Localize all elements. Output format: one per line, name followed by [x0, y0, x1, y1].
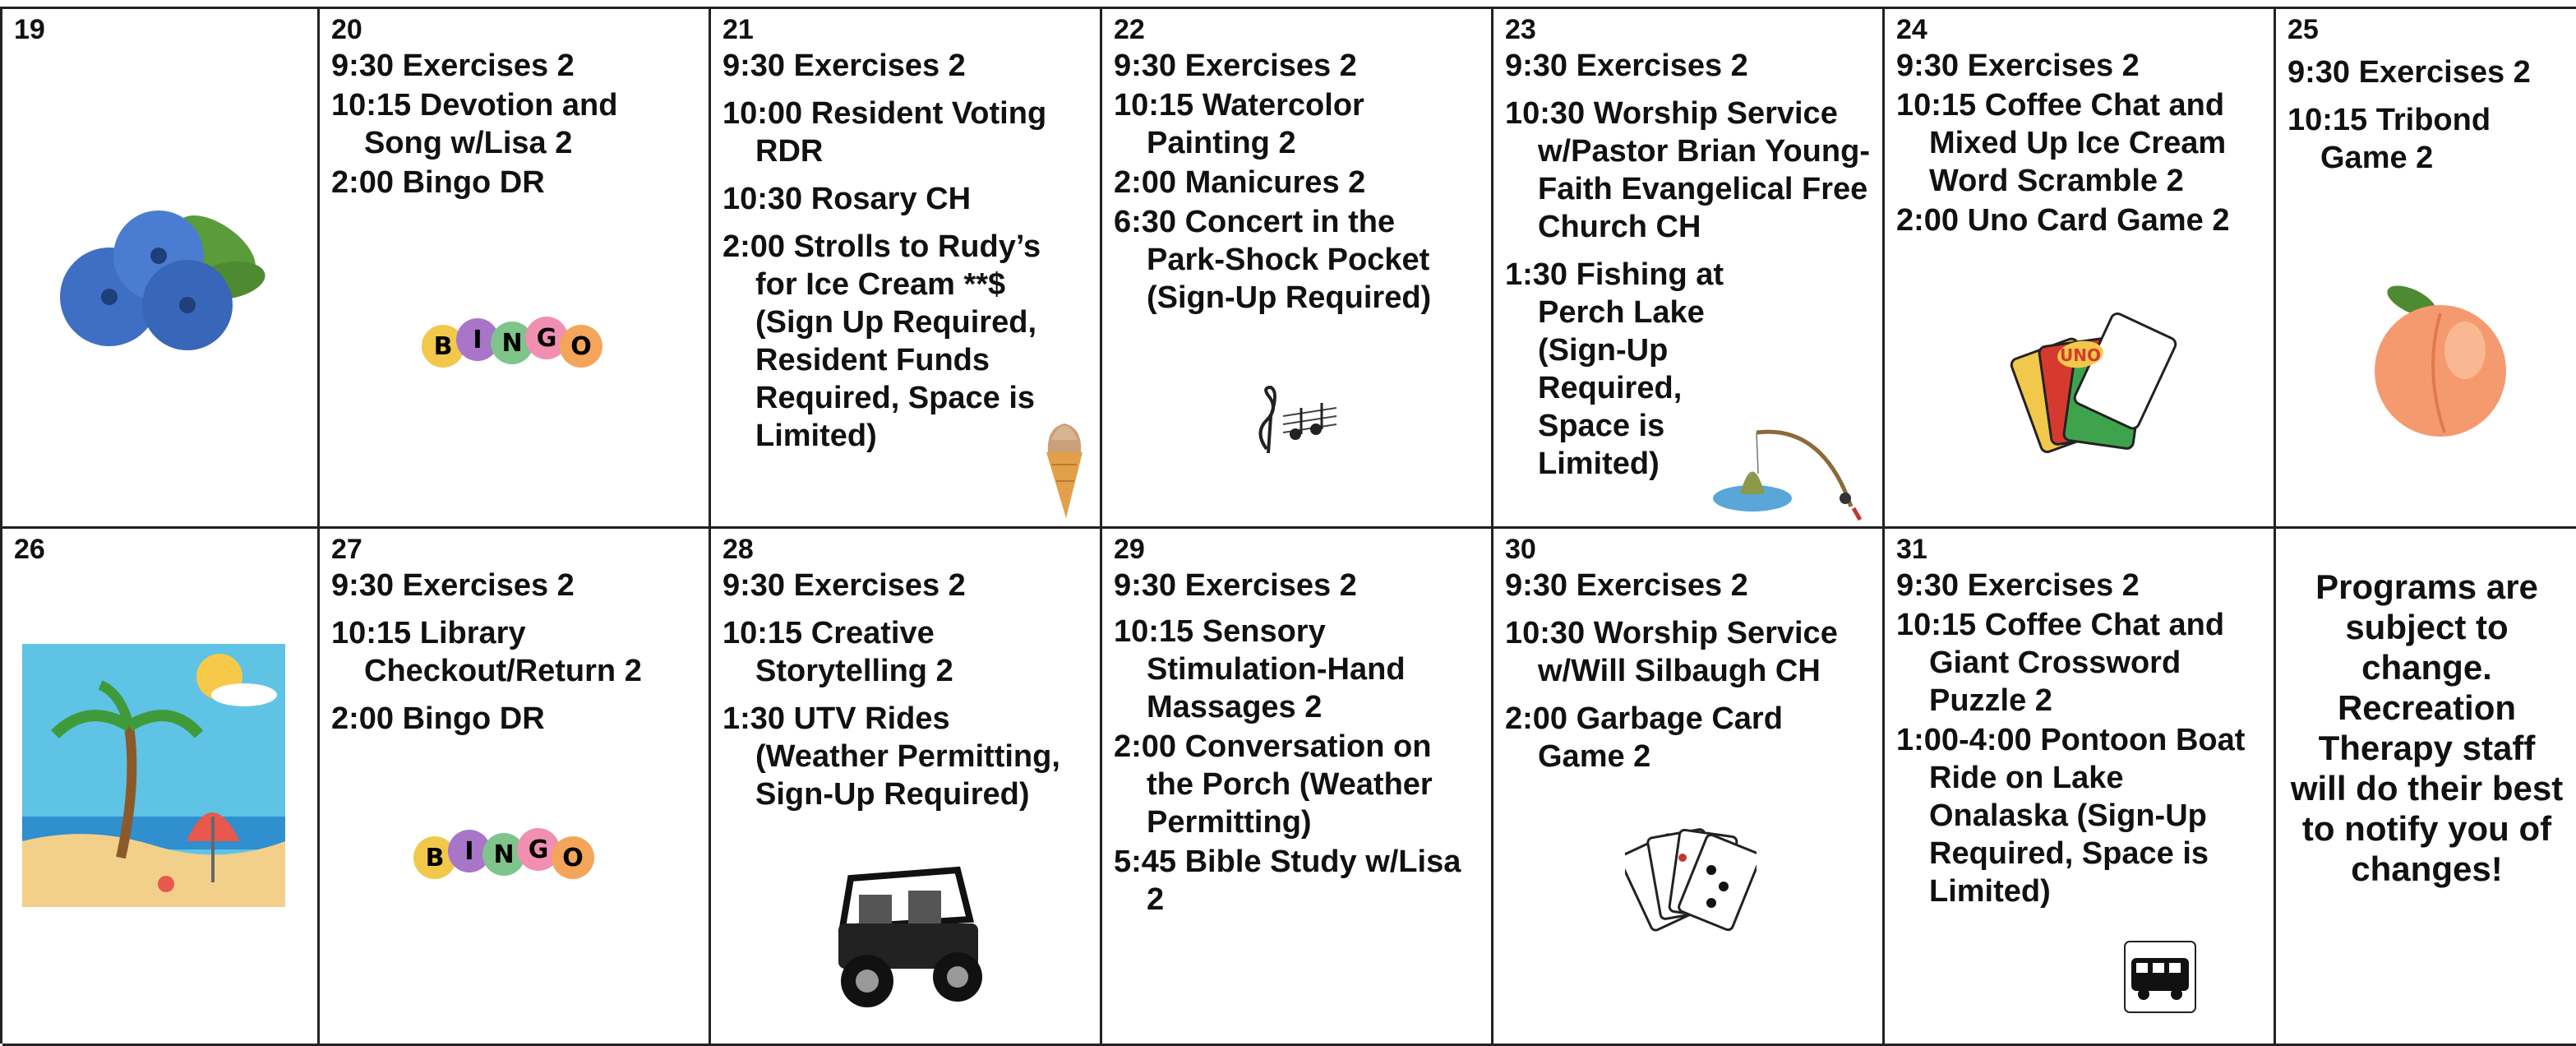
day-cell-23 — [1493, 9, 1885, 529]
event-item: 2:00 Uno Card Game 2 — [1896, 203, 2230, 238]
playing-cards-icon — [1625, 821, 1757, 944]
day-number: 24 — [1896, 14, 1927, 45]
event-item: 10:15 Sensory Stimulation-Hand Massages 2 — [1114, 614, 1406, 724]
bingo-letter: I — [464, 837, 474, 866]
day-cell-27 — [320, 529, 711, 1046]
day-number: 19 — [14, 14, 45, 45]
event-item: 10:15 Tribond Game 2 — [2287, 103, 2491, 175]
bingo-balls-icon — [418, 313, 607, 371]
calendar-grid — [0, 7, 2576, 1044]
day-number: 22 — [1114, 14, 1145, 45]
day-number: 21 — [722, 14, 754, 45]
event-item: 9:30 Exercises 2 — [1505, 568, 1748, 603]
bingo-letter: N — [493, 840, 515, 869]
event-item: 1:00-4:00 Pontoon Boat Ride on Lake Onalaska (Sign-Up Required, Space is Limited) — [1896, 723, 2246, 909]
day-number: 25 — [2287, 14, 2319, 45]
event-item: 10:15 Library Checkout/Return 2 — [331, 616, 642, 688]
bingo-letter: G — [528, 835, 549, 864]
event-item: 10:15 Creative Storytelling 2 — [722, 616, 953, 688]
event-item: 9:30 Exercises 2 — [1114, 49, 1357, 83]
day-cell-20 — [320, 9, 711, 529]
day-number: 23 — [1505, 14, 1536, 45]
day-number: 27 — [331, 534, 362, 565]
uno-logo-text: UNO — [2060, 345, 2101, 365]
day-cell-26 — [2, 529, 320, 1046]
event-item: 9:30 Exercises 2 — [722, 49, 966, 83]
day-cell-31 — [1885, 529, 2276, 1046]
utv-icon — [826, 845, 990, 1018]
day-cell-22 — [1102, 9, 1493, 529]
ice-cream-cone-icon — [1040, 407, 1089, 522]
event-item: 2:00 Bingo DR — [331, 165, 545, 200]
day-number: 26 — [14, 534, 45, 565]
bingo-letter: N — [501, 329, 523, 358]
day-number: 28 — [722, 534, 754, 565]
event-item: 2:00 Garbage Card Game 2 — [1505, 701, 1783, 774]
event-item: 9:30 Exercises 2 — [2287, 55, 2531, 90]
event-item: 10:00 Resident Voting RDR — [722, 96, 1047, 169]
event-item: 10:30 Worship Service w/Pastor Brian Young-Faith Evangelical Free Church CH — [1505, 96, 1870, 244]
schedule-change-notice: Programs are subject to change. Recreation Therapy staff will do their best to notify you of changes! — [2290, 567, 2564, 888]
peach-icon — [2366, 276, 2514, 441]
music-notes-icon — [1250, 383, 1341, 457]
day-number: 29 — [1114, 534, 1145, 565]
event-item: 2:00 Conversation on the Porch (Weather Permitting) — [1114, 729, 1433, 840]
event-item: 2:00 Manicures 2 — [1114, 165, 1366, 200]
day-cell-21 — [711, 9, 1102, 529]
event-item: 1:30 Fishing at Perch Lake (Sign-Up Required, Space is Limited) — [1505, 257, 1724, 481]
notice-cell — [2276, 529, 2576, 1046]
event-item: 9:30 Exercises 2 — [1505, 49, 1748, 83]
event-item: 10:15 Watercolor Painting 2 — [1114, 88, 1364, 160]
event-item: 10:30 Worship Service w/Will Silbaugh CH — [1505, 616, 1838, 688]
event-item: 9:30 Exercises 2 — [1896, 568, 2140, 603]
day-cell-29 — [1102, 529, 1493, 1046]
bingo-letter: B — [425, 844, 445, 872]
day-number: 20 — [331, 14, 362, 45]
bingo-letter: O — [562, 844, 584, 872]
fishing-rod-icon — [1707, 416, 1872, 523]
day-number: 31 — [1896, 534, 1927, 565]
event-item: 9:30 Exercises 2 — [1896, 49, 2140, 83]
bus-icon — [2123, 940, 2197, 1014]
event-item: 10:15 Coffee Chat and Mixed Up Ice Cream Word Scramble 2 — [1896, 88, 2227, 198]
day-cell-25 — [2276, 9, 2576, 529]
bingo-letter: B — [433, 332, 453, 361]
event-item: 1:30 UTV Rides (Weather Permitting, Sign-Up Required) — [722, 701, 1060, 812]
event-item: 9:30 Exercises 2 — [722, 568, 966, 603]
bingo-letter: G — [536, 324, 557, 353]
day-cell-24 — [1885, 9, 2276, 529]
event-item: 9:30 Exercises 2 — [331, 49, 575, 83]
uno-cards-icon — [2008, 305, 2181, 461]
day-cell-19 — [2, 9, 320, 529]
beach-scene-icon — [22, 644, 285, 907]
uno-card-number: 4 — [2093, 380, 2117, 420]
event-item: 9:30 Exercises 2 — [331, 568, 575, 603]
event-item: 2:00 Strolls to Rudy’s for Ice Cream **$ (Sign Up Required, Resident Funds Required, Space is Limited) — [722, 229, 1041, 453]
event-item: 10:15 Coffee Chat and Giant Crossword Puzzle 2 — [1896, 608, 2225, 718]
blueberries-icon — [52, 190, 274, 354]
event-item: 6:30 Concert in the Park-Shock Pocket (Sign-Up Required) — [1114, 205, 1432, 315]
day-cell-28 — [711, 529, 1102, 1046]
event-item: 2:00 Bingo DR — [331, 701, 545, 736]
event-item: 10:15 Devotion and Song w/Lisa 2 — [331, 88, 618, 160]
bingo-balls-icon — [410, 825, 599, 882]
bingo-letter: O — [570, 332, 592, 361]
event-item: 5:45 Bible Study w/Lisa 2 — [1114, 845, 1461, 917]
event-item: 9:30 Exercises 2 — [1114, 568, 1357, 603]
event-item: 10:30 Rosary CH — [722, 182, 972, 216]
bingo-letter: I — [473, 326, 482, 354]
day-number: 30 — [1505, 534, 1536, 565]
day-cell-30 — [1493, 529, 1885, 1046]
